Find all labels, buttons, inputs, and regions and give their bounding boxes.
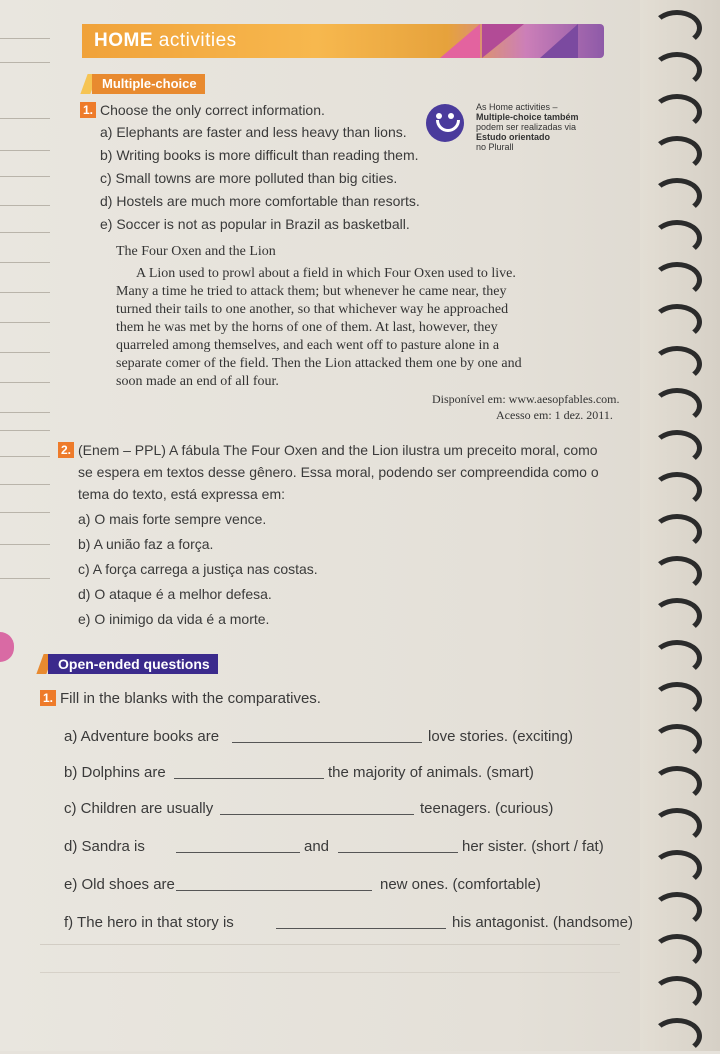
story-line: turned their tails to one another, so that whichever way he approached xyxy=(116,302,509,317)
margin-line xyxy=(0,578,50,579)
item-e-hint: new ones. (comfortable) xyxy=(380,876,541,893)
option-d[interactable]: d) Hostels are much more comfortable than resorts. xyxy=(100,193,420,209)
question-number: 1. xyxy=(80,102,96,118)
margin-line xyxy=(0,512,50,513)
ring-icon xyxy=(652,598,702,634)
ring-icon xyxy=(652,10,702,46)
margin-line xyxy=(0,176,50,177)
margin-line xyxy=(0,262,50,263)
ring-icon xyxy=(652,94,702,130)
ring-icon xyxy=(652,178,702,214)
story-line: separate comer of the field. Then the Lion attacked them one by one and xyxy=(116,356,522,371)
tip-line: podem ser realizadas via xyxy=(476,122,577,132)
item-d-mid: and xyxy=(304,838,330,855)
question-prompt: se espera em textos desse gênero. Essa moral, podendo ser compreendida como o xyxy=(78,464,599,480)
margin-line xyxy=(0,292,50,293)
ring-icon xyxy=(652,640,702,676)
margin-line xyxy=(0,205,50,206)
answer-blank[interactable] xyxy=(338,852,458,853)
ring-icon xyxy=(652,556,702,592)
ring-icon xyxy=(652,682,702,718)
ring-icon xyxy=(652,934,702,970)
ring-icon xyxy=(652,262,702,298)
answer-blank[interactable] xyxy=(232,742,422,743)
option-b[interactable]: b) A união faz a força. xyxy=(78,536,214,552)
item-b-hint: the majority of animals. (smart) xyxy=(328,764,534,781)
ring-icon xyxy=(652,514,702,550)
header-decoration xyxy=(540,24,578,58)
question-number: 1. xyxy=(40,690,56,706)
tip-line: Multiple-choice também xyxy=(476,112,579,122)
tip-line: no Plurall xyxy=(476,142,514,152)
divider xyxy=(40,972,620,973)
ring-icon xyxy=(652,136,702,172)
option-a[interactable]: a) O mais forte sempre vence. xyxy=(78,511,267,527)
option-a[interactable]: a) Elephants are faster and less heavy than lions. xyxy=(100,124,407,140)
story-line: Many a time he tried to attack them; but whenever he came near, they xyxy=(116,284,507,299)
ring-icon xyxy=(652,724,702,760)
option-d[interactable]: d) O ataque é a melhor defesa. xyxy=(78,586,272,602)
margin-line xyxy=(0,430,50,431)
margin-line xyxy=(0,544,50,545)
story-line: quarreled among themselves, and each went off to pasture alone in a xyxy=(116,338,500,353)
story-line: them he was met by the horns of one of them. At last, however, they xyxy=(116,320,498,335)
story-access-date: Acesso em: 1 dez. 2011. xyxy=(496,408,613,422)
question-prompt: Choose the only correct information. xyxy=(100,102,325,118)
answer-blank[interactable] xyxy=(176,852,300,853)
item-c-text: c) Children are usually xyxy=(64,800,214,817)
story-line: A Lion used to prowl about a field in which Four Oxen used to live. xyxy=(136,266,516,281)
option-e[interactable]: e) Soccer is not as popular in Brazil as basketball. xyxy=(100,216,410,232)
margin-line xyxy=(0,456,50,457)
item-b-text: b) Dolphins are xyxy=(64,764,166,781)
margin-line xyxy=(0,322,50,323)
answer-blank[interactable] xyxy=(176,890,372,891)
item-a-text: a) Adventure books are xyxy=(64,728,220,745)
page-title: HOME activities xyxy=(94,30,237,51)
ring-icon xyxy=(652,892,702,928)
question-prompt: (Enem – PPL) A fábula The Four Oxen and the Lion ilustra um preceito moral, como xyxy=(78,442,598,458)
margin-line xyxy=(0,412,50,413)
ring-icon xyxy=(652,850,702,886)
question-prompt: Fill in the blanks with the comparatives. xyxy=(60,690,321,707)
ring-icon xyxy=(652,766,702,802)
option-e[interactable]: e) O inimigo da vida é a morte. xyxy=(78,611,270,627)
option-b[interactable]: b) Writing books is more difficult than reading them. xyxy=(100,147,419,163)
item-d-text: d) Sandra is xyxy=(64,838,145,855)
margin-line xyxy=(0,38,50,39)
margin-line xyxy=(0,150,50,151)
question-number: 2. xyxy=(58,442,74,458)
ring-icon xyxy=(652,220,702,256)
tip-line: Estudo orientado xyxy=(476,132,550,142)
answer-blank[interactable] xyxy=(174,778,324,779)
item-f-text: f) The hero in that story is xyxy=(64,914,234,931)
item-e-text: e) Old shoes are xyxy=(64,876,175,893)
divider xyxy=(40,944,620,945)
smiley-icon xyxy=(426,104,464,142)
item-d-hint: her sister. (short / fat) xyxy=(462,838,604,855)
item-f-hint: his antagonist. (handsome) xyxy=(452,914,633,931)
story-source: Disponível em: www.aesopfables.com. xyxy=(432,392,620,406)
ring-icon xyxy=(652,346,702,382)
question-prompt: tema do texto, está expressa em: xyxy=(78,486,285,502)
ring-icon xyxy=(652,472,702,508)
section-label-open-ended: Open-ended questions xyxy=(48,654,218,674)
ring-icon xyxy=(652,976,702,1012)
answer-blank[interactable] xyxy=(276,928,446,929)
answer-blank[interactable] xyxy=(220,814,414,815)
item-c-hint: teenagers. (curious) xyxy=(420,800,554,817)
margin-line xyxy=(0,484,50,485)
story-line: soon made an end of all four. xyxy=(116,374,279,389)
tip-line: As Home activities – xyxy=(476,102,558,112)
spiral-binding xyxy=(640,0,720,1051)
ring-icon xyxy=(652,52,702,88)
ring-icon xyxy=(652,808,702,844)
option-c[interactable]: c) Small towns are more polluted than big cities. xyxy=(100,170,398,186)
section-label-multiple-choice: Multiple-choice xyxy=(92,74,205,94)
ring-icon xyxy=(652,1018,702,1054)
story-title: The Four Oxen and the Lion xyxy=(116,244,276,259)
margin-line xyxy=(0,232,50,233)
page-tab-marker xyxy=(0,632,14,662)
header-decoration xyxy=(440,24,480,58)
margin-line xyxy=(0,382,50,383)
option-c[interactable]: c) A força carrega a justiça nas costas. xyxy=(78,561,318,577)
margin-line xyxy=(0,62,50,63)
ring-icon xyxy=(652,430,702,466)
item-a-hint: love stories. (exciting) xyxy=(428,728,574,745)
ring-icon xyxy=(652,388,702,424)
margin-line xyxy=(0,118,50,119)
ring-icon xyxy=(652,304,702,340)
margin-line xyxy=(0,352,50,353)
header-decoration xyxy=(482,24,524,58)
